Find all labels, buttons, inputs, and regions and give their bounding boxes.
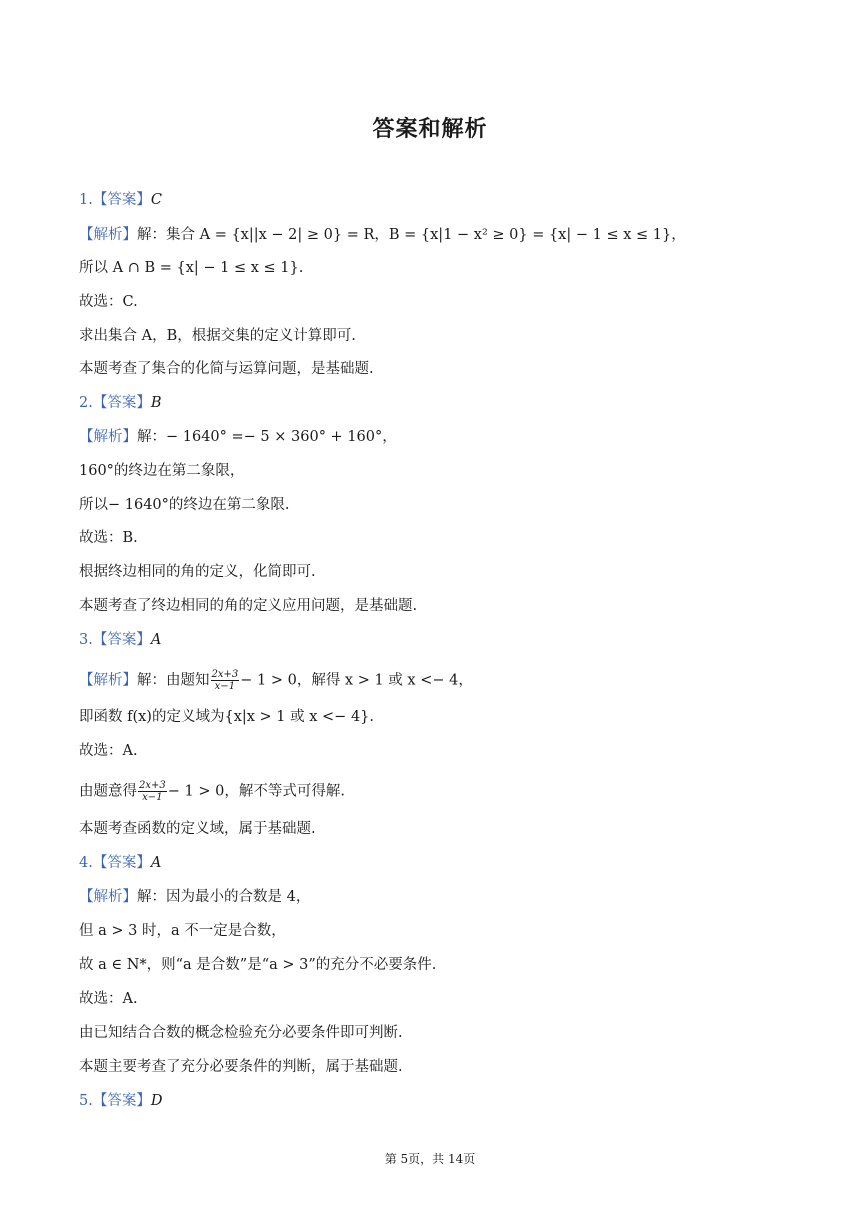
answer-label: 3.【答案】 — [79, 632, 151, 648]
text-line — [79, 596, 417, 616]
text-line — [79, 630, 161, 650]
line-text: 所以 A ∩ B = {x| − 1 ≤ x ≤ 1}. — [79, 260, 304, 276]
line-text: 解：集合 A = {x||x − 2| ≥ 0} = R，B = {x|1 − x² ≥ 0} = {x| − 1 ≤ x ≤ 1}， — [137, 227, 686, 243]
answer-label: 【解析】 — [79, 429, 137, 445]
line-text: 本题考查了终边相同的角的定义应用问题，是基础题. — [79, 598, 418, 614]
text-line — [79, 326, 356, 346]
line-text: 故选：B. — [79, 530, 138, 546]
line-text: 故 a ∈ N*，则“a 是合数”是“a > 3”的充分不必要条件. — [79, 957, 437, 973]
line-text: 但 a > 3 时，a 不一定是合数， — [79, 923, 286, 939]
line-text: 由已知结合合数的概念检验充分必要条件即可判断. — [79, 1025, 403, 1041]
line-text: 本题主要考查了充分必要条件的判断，属于基础题. — [79, 1059, 403, 1075]
line-text: 解：− 1640° =− 5 × 360° + 160°， — [137, 429, 397, 445]
text-line — [79, 359, 374, 379]
answer-label: 1.【答案】 — [79, 192, 151, 208]
text-line — [79, 562, 316, 582]
text-line — [79, 461, 244, 481]
page-footer: 第 5页，共 14页 — [384, 1152, 476, 1166]
text-line — [79, 989, 138, 1009]
fraction-numerator: 2x+3 — [139, 780, 166, 791]
fraction — [138, 780, 167, 803]
text-line — [79, 225, 686, 245]
line-text: 本题考查了集合的化简与运算问题，是基础题. — [79, 361, 374, 377]
text-line — [79, 258, 303, 278]
text-line — [79, 669, 473, 692]
fraction-denominator: x−1 — [214, 681, 236, 692]
line-text: 解：因为最小的合数是 4， — [137, 889, 311, 905]
answer-label: 【解析】 — [79, 227, 137, 243]
line-text: − 1 > 0，解不等式可得解. — [167, 783, 345, 800]
page-title: 答案和解析 — [372, 117, 488, 142]
fraction-numerator: 2x+3 — [211, 669, 239, 680]
line-text-before: 由题意得 — [79, 783, 137, 800]
text-line — [79, 495, 290, 515]
answer-label: 【解析】 — [79, 889, 137, 905]
line-text: 故选：A. — [79, 743, 138, 759]
text-line — [79, 819, 316, 839]
line-text: B — [150, 395, 162, 411]
line-text: 故选：A. — [79, 991, 138, 1007]
answer-label: 2.【答案】 — [79, 395, 151, 411]
line-text-before: 解：由题知 — [137, 672, 210, 689]
line-text: 本题考查函数的定义域，属于基础题. — [79, 821, 316, 837]
text-line — [79, 741, 138, 761]
fraction-denominator: x−1 — [142, 792, 163, 803]
text-line — [79, 1057, 403, 1077]
line-text: A — [150, 855, 162, 871]
line-text: 根据终边相同的角的定义，化简即可. — [79, 564, 316, 580]
fraction — [211, 669, 240, 692]
text-line — [79, 707, 374, 727]
text-line — [79, 190, 162, 210]
line-text: D — [150, 1093, 163, 1109]
answer-label: 4.【答案】 — [79, 855, 151, 871]
line-text: 所以− 1640°的终边在第二象限. — [79, 497, 290, 513]
line-text: A — [150, 632, 162, 648]
line-text: 故选：C. — [79, 294, 138, 310]
text-line — [79, 780, 345, 803]
text-line — [79, 1023, 403, 1043]
text-line — [79, 427, 397, 447]
answer-label: 【解析】 — [79, 672, 137, 689]
line-text: 即函数 f(x)的定义域为{x|x > 1 或 x <− 4}. — [79, 709, 374, 725]
text-line — [79, 887, 310, 907]
line-text: − 1 > 0，解得 x > 1 或 x <− 4， — [240, 672, 473, 689]
text-line — [79, 853, 161, 873]
line-text: C — [150, 192, 162, 208]
line-text: 160°的终边在第二象限， — [79, 463, 245, 479]
text-line — [79, 921, 286, 941]
text-line — [79, 393, 162, 413]
text-line — [79, 1091, 162, 1111]
answer-label: 5.【答案】 — [79, 1093, 151, 1109]
text-line — [79, 955, 436, 975]
line-text: 求出集合 A，B，根据交集的定义计算即可. — [79, 328, 356, 344]
text-line — [79, 528, 138, 548]
text-line — [79, 292, 138, 312]
